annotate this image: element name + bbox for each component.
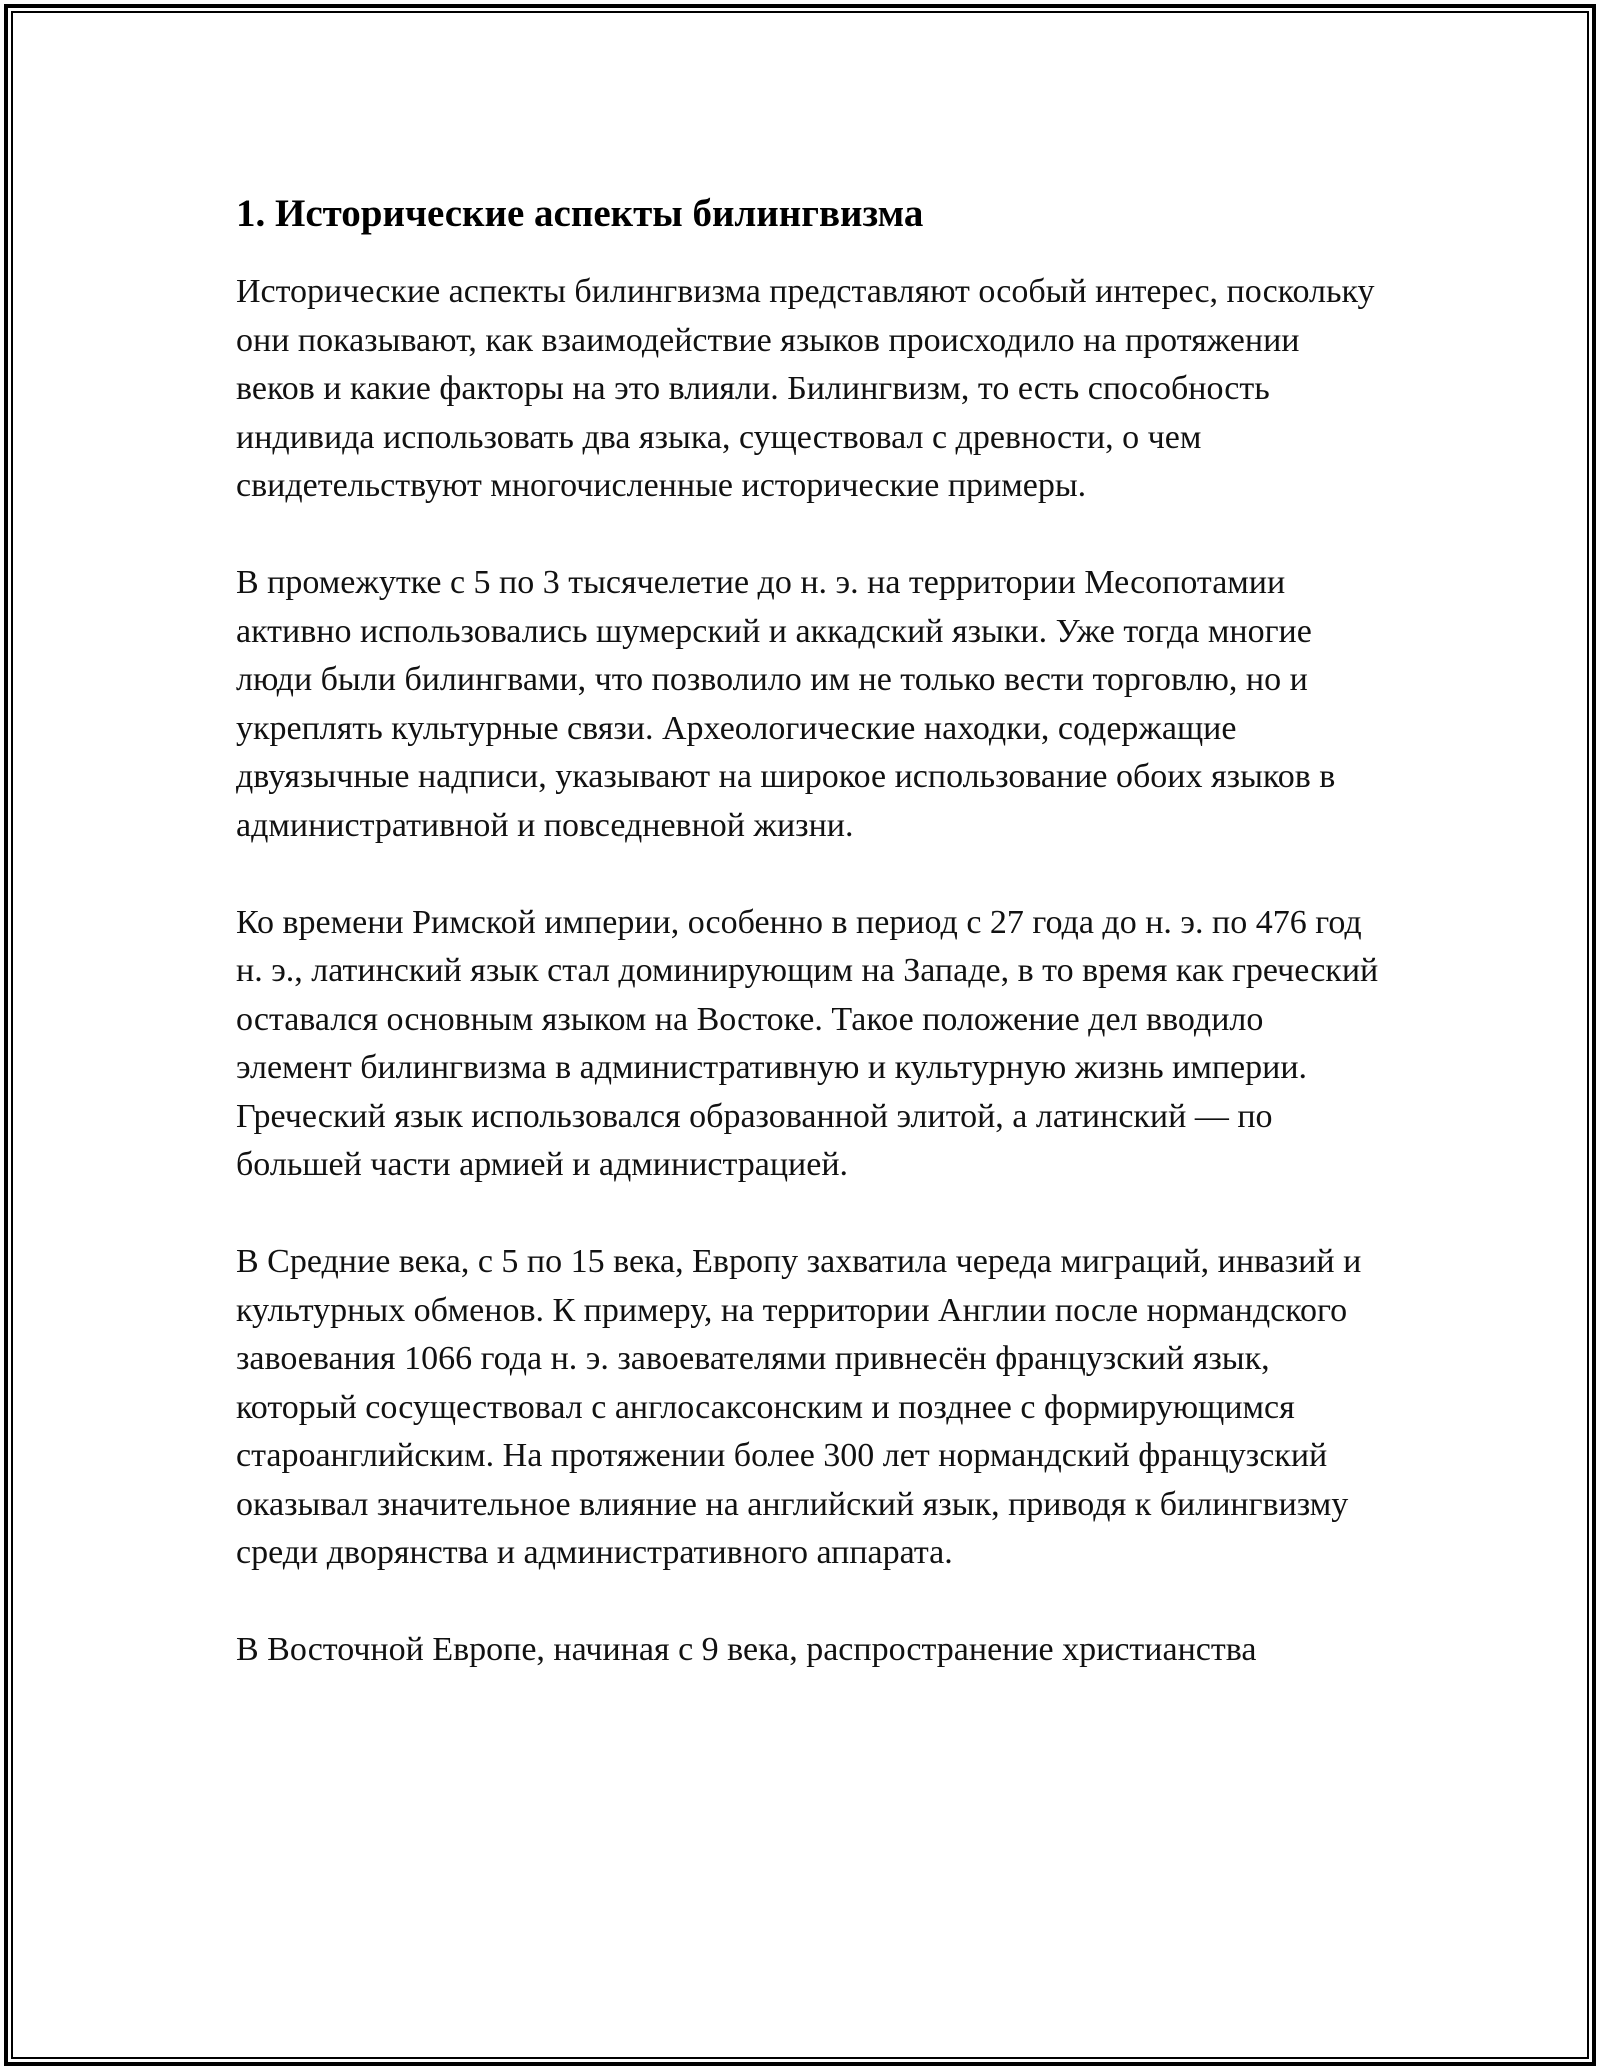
- paragraph-intro: Исторические аспекты билингвизма представляют особый интерес, поскольку они показывают, как взаимодействие языков происходило на протяжении веков и какие факторы на это влияли. Билингвизм, то есть способность индивида использовать два языка, существовал с древности, о чем свидетельствуют многочисленные исторические примеры.: [236, 273, 1375, 504]
- paragraph-mesopotamia: В промежутке с 5 по 3 тысячелетие до н. э. на территории Месопотамии активно использовались шумерский и аккадский языки. Уже тогда многие люди были билингвами, что позволило им не только вести торговлю, но и укреплять культурные связи. Археологические находки, содержащие двуязычные надписи, указывают на широкое использование обоих языков в административной и повседневной жизни.: [236, 564, 1336, 844]
- document-body: [236, 188, 1386, 1723]
- section-heading: 1. Исторические аспекты билингвизма: [236, 192, 924, 235]
- paragraph-roman-empire: Ко времени Римской империи, особенно в период с 27 года до н. э. по 476 год н. э., латинский язык стал доминирующим на Западе, в то время как греческий оставался основным языком на Востоке. Такое положение дел вводило элемент билингвизма в административную и культурную жизнь империи. Греческий язык использовался образованной элитой, а латинский — по большей части армией и администрацией.: [236, 903, 1379, 1183]
- paragraph-middle-ages: В Средние века, с 5 по 15 века, Европу захватила череда миграций, инвазий и культурных обменов. К примеру, на территории Англии после нормандского завоевания 1066 года н. э. завоевателями привнесён французский язык, который сосуществовал с англосаксонским и позднее с формирующимся староанглийским. На протяжении более 300 лет нормандский французский оказывал значительное влияние на английский язык, приводя к билингвизму среди дворянства и административного аппарата.: [236, 1243, 1362, 1571]
- paragraph-eastern-europe: В Восточной Европе, начиная с 9 века, распространение христианства: [236, 1631, 1257, 1668]
